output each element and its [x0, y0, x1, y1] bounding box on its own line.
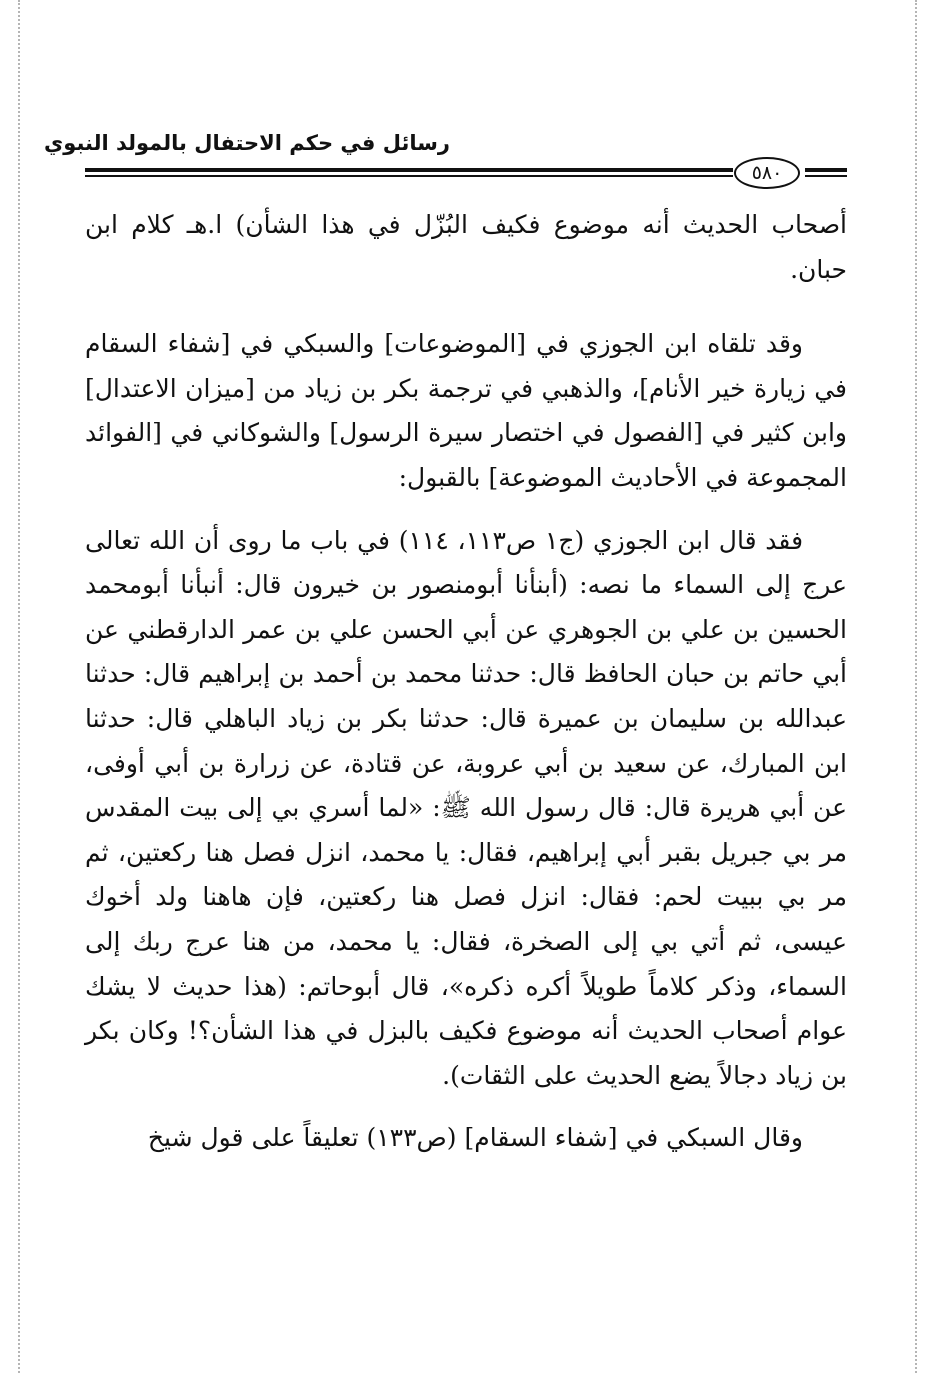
- header-rule-thin-right: [805, 175, 847, 177]
- page-edge-dots-left: [18, 0, 20, 1373]
- header-rule-thick: [85, 168, 733, 172]
- paragraph-continuation: أصحاب الحديث أنه موضوع فكيف البُزّل في هذا الشأن) ا.هـ كلام ابن حبان.: [85, 210, 847, 284]
- page-body: [85, 203, 847, 1161]
- paragraph-reception: وقد تلقاه ابن الجوزي في [الموضوعات] والسبكي في [شفاء السقام في زيارة خير الأنام]، والذهبي في ترجمة بكر بن زياد من [ميزان الاعتدال] وابن كثير في [الفصول في اختصار سيرة الرسول] والشوكاني في [الفوائد المجموعة في الأحاديث الموضوعة] بالقبول:: [85, 329, 848, 492]
- paragraph-subki: وقال السبكي في [شفاء السقام] (ص١٣٣) تعليقاً على قول شيخ: [147, 1123, 803, 1153]
- running-title: رسائل في حكم الاحتفال بالمولد النبوي: [44, 131, 450, 155]
- header-rule-thin: [85, 175, 733, 177]
- page-number: ٥٨٠: [734, 157, 800, 189]
- page-edge-dots-right: [915, 0, 917, 1373]
- header-rule-thick-right: [805, 168, 847, 172]
- paragraph-hadith-quote: فقد قال ابن الجوزي (ج١ ص١١٣، ١١٤) في باب ما روى أن الله تعالى عرج إلى السماء ما نصه: (أبنأنا أبومنصور بن خيرون قال: أنبأنا أبومحمد الحسين بن علي بن الجوهري عن أبي الحسن علي بن عمر الدارقطني عن أبي حاتم بن حبان الحافظ قال: حدثنا محمد بن أحمد بن إبراهيم قال: حدثنا عبدالله بن سليمان بن عميرة قال: حدثنا بكر بن زياد الباهلي قال: حدثنا ابن المبارك، عن سعيد بن أبي عروبة، عن قتادة، عن زرارة بن أبي أوفى، عن أبي هريرة قال: قال رسول الله ﷺ: «لما أسري بي إلى بيت المقدس مر بي جبريل بقبر أبي إبراهيم، فقال: يا محمد، انزل فصل هنا ركعتين، ثم مر بي ببيت لحم: فقال: انزل فصل هنا ركعتين، فإن هاهنا ولد أخوك عيسى، ثم أتي بي إلى الصخرة، فقال: يا محمد، من هنا عرج ربك إلى السماء، وذكر كلاماً طويلاً أكره ذكره»، قال أبوحاتم: (هذا حديث لا يشك عوام أصحاب الحديث أنه موضوع فكيف بالبزل في هذا الشأن؟! وكان بكر بن زياد دجالاً يضع الحديث على الثقات).: [85, 525, 847, 1090]
